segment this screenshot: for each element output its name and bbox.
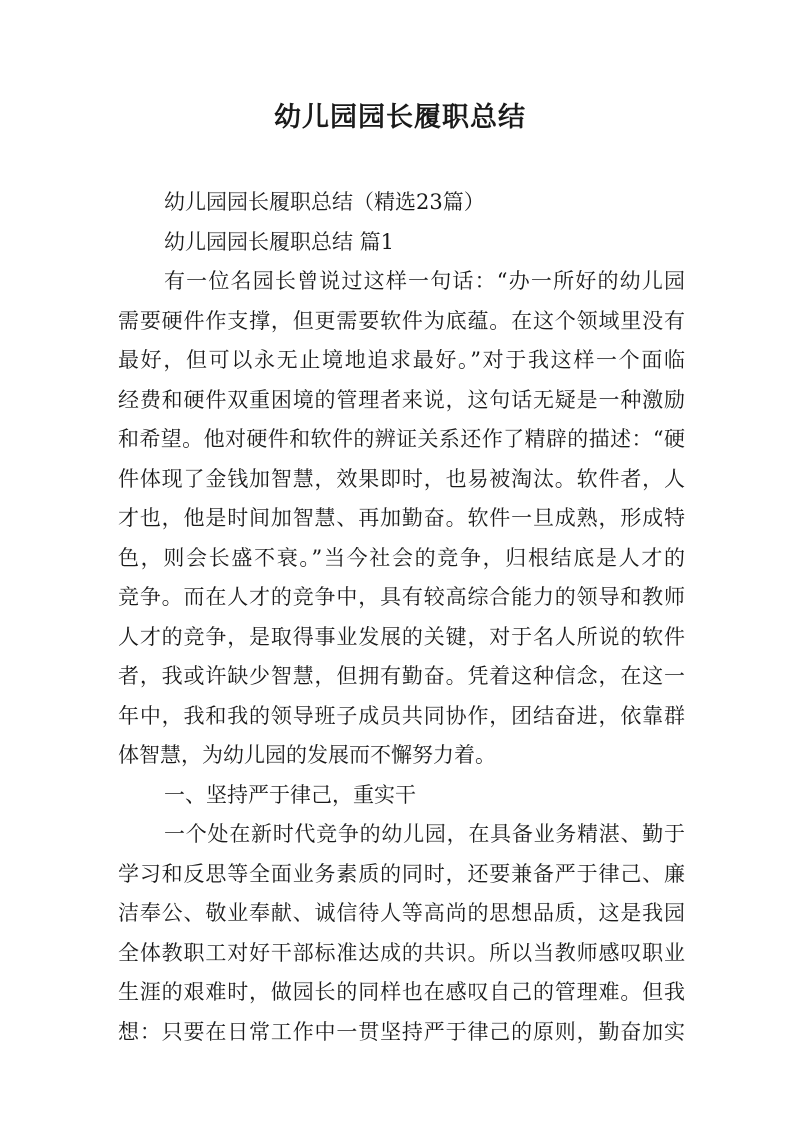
paragraph-line: 和希望。他对硬件和软件的辨证关系还作了精辟的描述：“硬: [118, 427, 685, 451]
section-heading: 一、坚持严于律己，重实干: [164, 782, 416, 807]
subtitle-line: 幼儿园园长履职总结（精选23篇）: [164, 190, 485, 214]
section-heading: 幼儿园园长履职总结 篇1: [164, 229, 395, 254]
document-body: [118, 183, 685, 1052]
paragraph-line: 学习和反思等全面业务素质的同时，还要兼备严于律己、廉: [118, 861, 685, 886]
paragraph-line: 生涯的艰难时，做园长的同样也在感叹自己的管理难。但我: [118, 980, 685, 1004]
paragraph-line: 洁奉公、敬业奉献、诚信待人等高尚的思想品质，这是我园: [118, 901, 685, 925]
paragraph-line: 人才的竞争，是取得事业发展的关键，对于名人所说的软件: [118, 624, 685, 649]
paragraph-line: 色，则会长盛不衰。”当今社会的竞争，归根结底是人才的: [118, 545, 685, 570]
paragraph-line: 年中，我和我的领导班子成员共同协作，团结奋进，依靠群: [118, 703, 685, 728]
document-title: 幼儿园园长履职总结: [274, 102, 526, 133]
paragraph-line: 一个处在新时代竞争的幼儿园，在具备业务精湛、勤于: [164, 822, 685, 846]
paragraph-line: 件体现了金钱加智慧，效果即时，也易被淘汰。软件者，人: [118, 466, 685, 491]
paragraph-line: 需要硬件作支撑，但更需要软件为底蕴。在这个领域里没有: [118, 308, 685, 333]
paragraph-line: 全体教职工对好干部标准达成的共识。所以当教师感叹职业: [118, 940, 685, 965]
paragraph-line: 竞争。而在人才的竞争中，具有较高综合能力的领导和教师: [118, 585, 685, 609]
paragraph-line: 经费和硬件双重困境的管理者来说，这句话无疑是一种激励: [118, 387, 685, 412]
paragraph-line: 想：只要在日常工作中一贯坚持严于律己的原则，勤奋加实: [118, 1019, 685, 1044]
paragraph-line: 有一位名园长曾说过这样一句话：“办一所好的幼儿园: [164, 269, 685, 293]
paragraph-line: 者，我或许缺少智慧，但拥有勤奋。凭着这种信念，在这一: [118, 664, 685, 688]
paragraph-line: 最好，但可以永无止境地追求最好。”对于我这样一个面临: [118, 348, 685, 372]
paragraph-line: 才也，他是时间加智慧、再加勤奋。软件一旦成熟，形成特: [118, 506, 685, 530]
paragraph-line: 体智慧，为幼儿园的发展而不懈努力着。: [118, 743, 496, 767]
